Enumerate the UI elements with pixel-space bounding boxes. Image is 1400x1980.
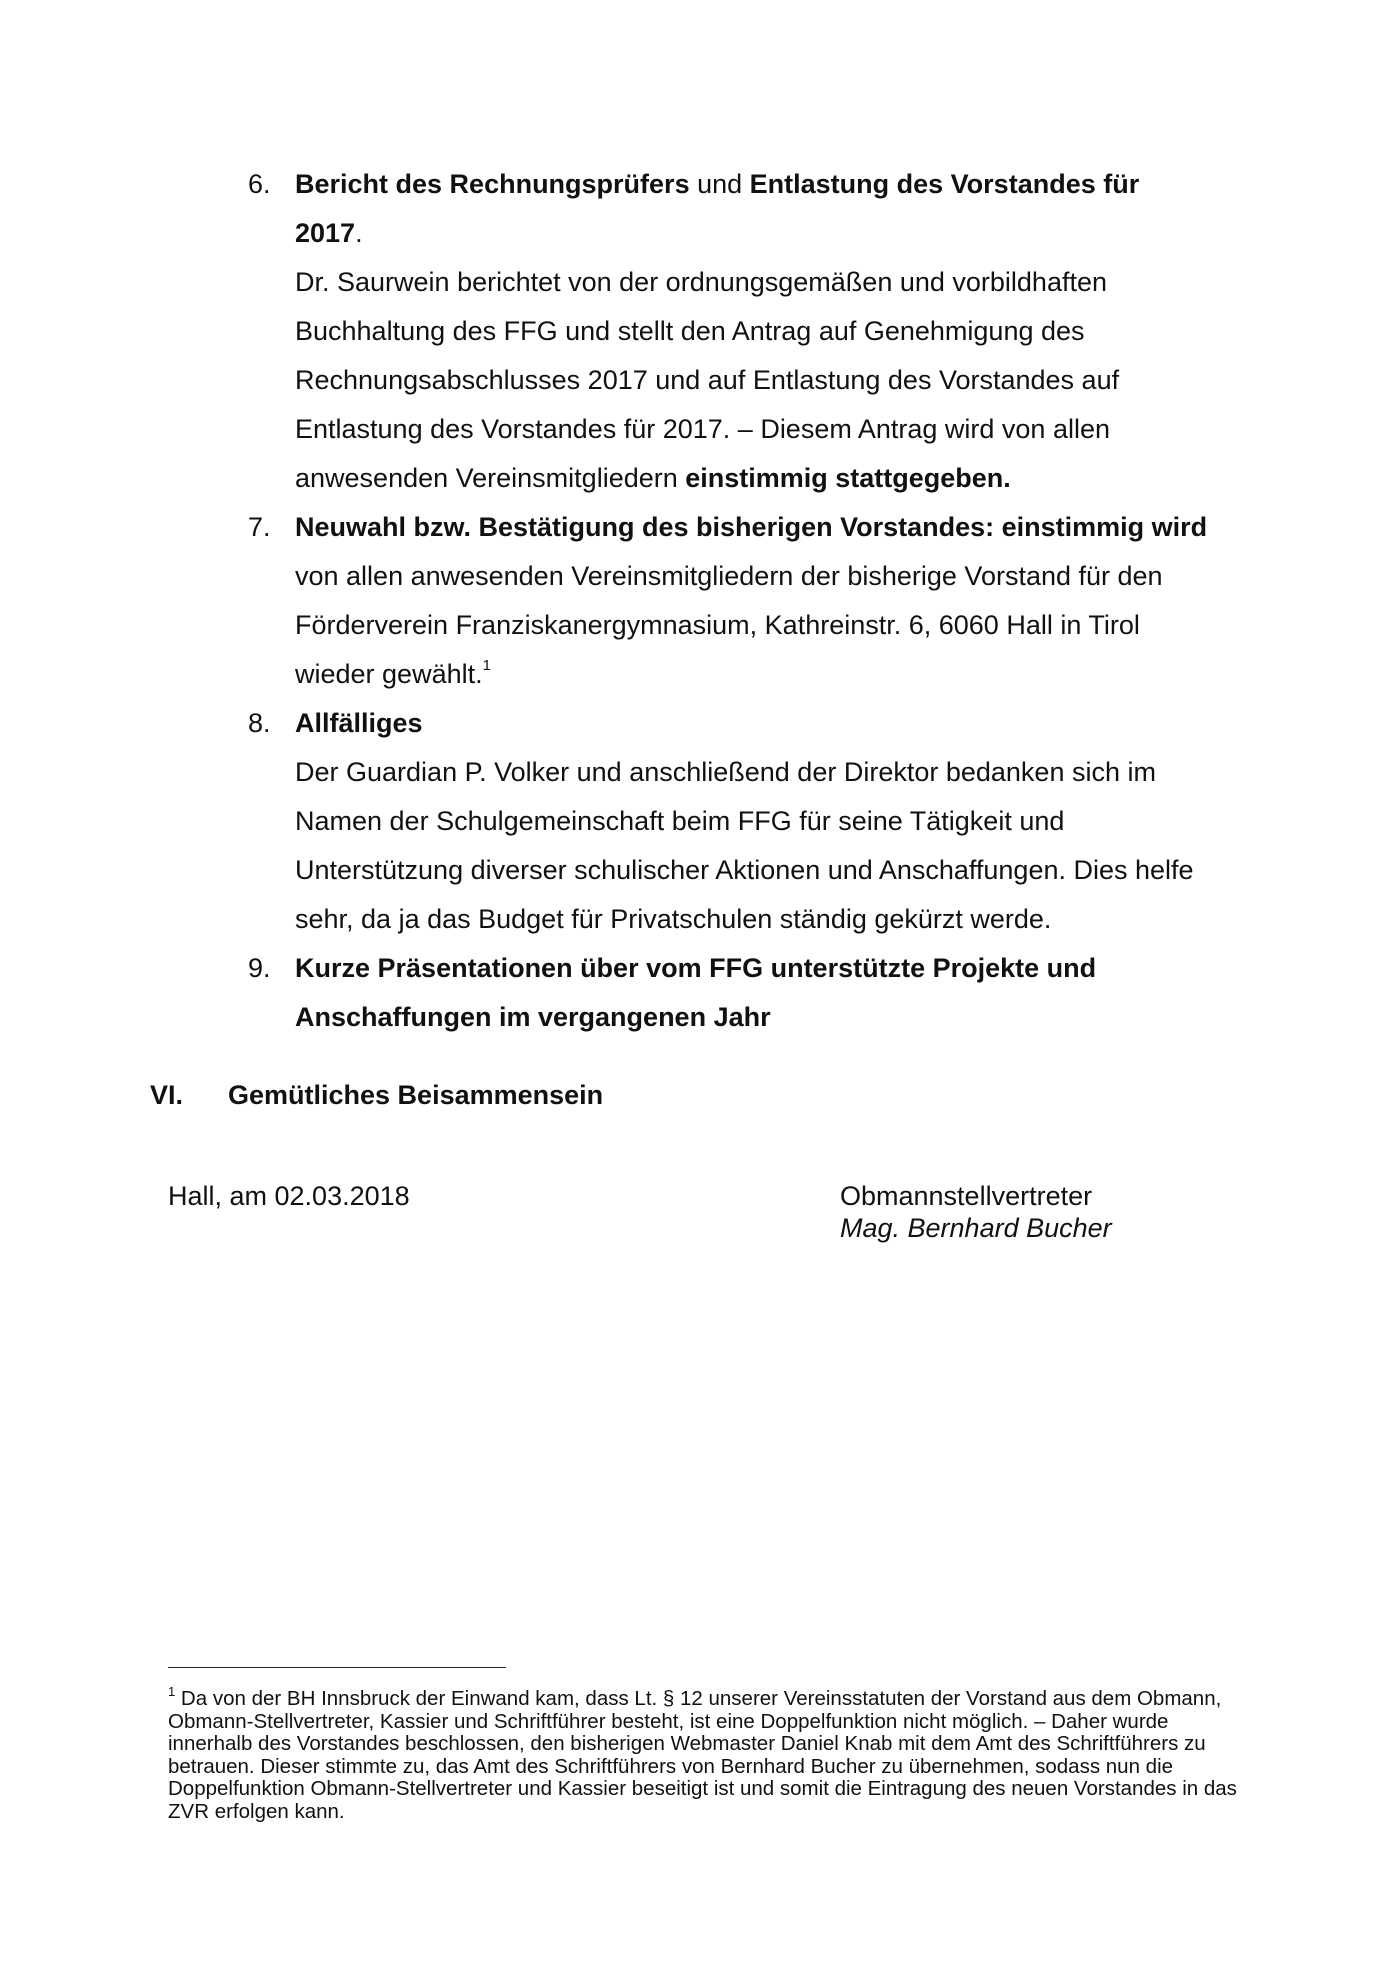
item-heading-part-2: Entlastung des Vorstandes für 2017 [295,169,1140,248]
signature-block [840,1180,1112,1244]
item-text-bold: einstimmig stattgegeben. [685,463,1011,493]
item-body [295,944,1175,1042]
item-number: 7. [248,512,271,542]
item-heading: Kurze Präsentationen über vom FFG unterstützte Projekte und Anschaffungen im vergangenen Jahr [295,953,1097,1032]
footnote-text: Da von der BH Innsbruck der Einwand kam, dass Lt. § 12 unserer Vereinsstatuten der Vorstand aus dem Obmann, Obmann-Stellvertreter, Kassier und Schriftführer besteht, ist eine Doppelfunktion nicht möglich. – Daher wurde innerhalb des Vorstandes beschlossen, den bisherigen Webmaster Daniel Knab mit dem Amt des Schriftführers zu betrauen. Dieser stimmte zu, das Amt des Schriftführers von Bernhard Bucher zu übernehmen, sodass nun die Doppelfunktion Obmann-Stellvertreter und Kassier beseitigt ist und somit die Eintragung des neuen Vorstandes in das ZVR erfolgen kann. [168,1687,1237,1823]
item-text: Dr. Saurwein berichtet von der ordnungsgemäßen und vorbildhaften Buchhaltung des FFG und stellt den Antrag auf Genehmigung des Rechnungsabschlusses 2017 und auf Entlastung des Vorstandes auf Entlastung des Vorstandes für 2017. – Diesem Antrag wird von allen anwesenden Vereinsmitgliedern [295,267,1120,493]
agenda-item-8 [248,699,1208,944]
footnote-reference[interactable]: 1 [482,657,491,674]
item-text: Der Guardian P. Volker und anschließend der Direktor bedanken sich im Namen der Schulgemeinschaft beim FFG für seine Tätigkeit und Unterstützung diverser schulischer Aktionen und Anschaffungen. Dies helfe sehr, da ja das Budget für Privatschulen ständig gekürzt werde. [295,757,1194,934]
item-heading-connector: und [689,169,750,199]
item-body [295,503,1208,699]
section-title: Gemütliches Beisammensein [228,1080,604,1110]
item-body [295,699,1208,944]
place-date: Hall, am 02.03.2018 [168,1181,410,1211]
footnote-marker: 1 [168,1684,176,1699]
item-body [295,160,1208,503]
signer-role: Obmannstellvertreter [840,1181,1093,1211]
signer-name: Mag. Bernhard Bucher [840,1213,1112,1243]
item-heading: Neuwahl bzw. Bestätigung des bisherigen Vorstandes: einstimmig wird [295,512,1208,542]
item-text: von allen anwesenden Vereinsmitgliedern der bisherige Vorstand für den Förderverein Franziskanergymnasium, Kathreinstr. 6, 6060 Hall in Tirol wieder gewählt. [295,561,1163,689]
item-number: 8. [248,708,271,738]
section-number: VI. [150,1080,184,1110]
item-heading-period: . [355,218,363,248]
item-heading-part-1: Bericht des Rechnungsprüfers [295,169,690,199]
agenda-item-6 [248,160,1208,503]
item-heading: Allfälliges [295,708,423,738]
footnote-separator [168,1667,506,1668]
footnote [168,1684,1248,1824]
item-number: 6. [248,169,271,199]
agenda-item-9 [248,944,1208,1042]
item-number: 9. [248,953,271,983]
agenda-item-7 [248,503,1208,699]
